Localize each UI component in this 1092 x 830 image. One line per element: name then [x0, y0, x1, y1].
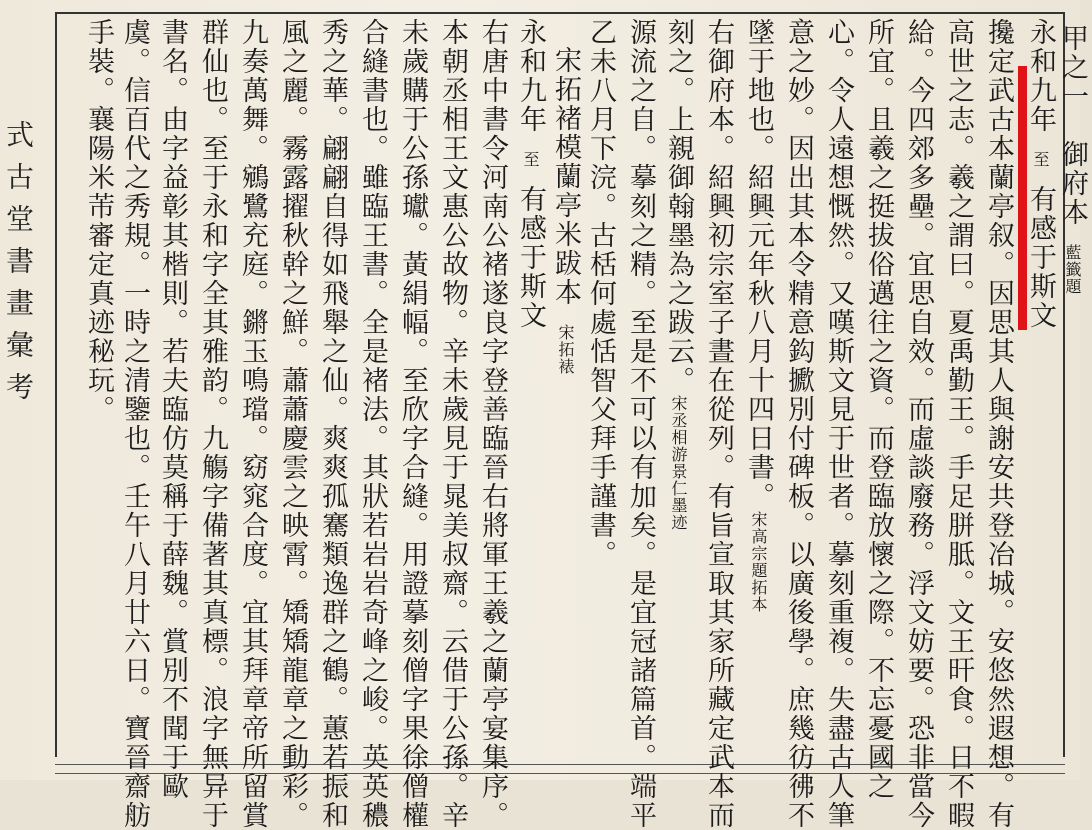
column-text: 合縫書也。雖臨王書。全是褚法。其狀若岩岩奇峰之峻。英英穠	[357, 18, 388, 830]
column-text: 永和九年	[1025, 18, 1056, 134]
column-text: 風之麗。霧露擢秋幹之鮮。蕭蕭慶雲之映霄。矯矯龍章之動彩。	[277, 18, 308, 830]
text-column	[312, 18, 352, 830]
text-column	[858, 18, 898, 801]
column-text: 所宜。且羲之挺拔俗邁往之資。而登臨放懷之際。不忘憂國之	[863, 18, 894, 801]
column-text: 心。令人遠想慨然。又嘆斯文見于世者。摹刻重複。失盡古人筆	[823, 18, 854, 830]
text-column	[1020, 18, 1060, 330]
column-text: 有感于斯文	[515, 185, 546, 330]
column-text: 刻之。上親御翰墨為之跋云。	[663, 18, 694, 395]
column-text: 乙未八月下浣。古栝何處恬智父拜手謹書。	[585, 18, 616, 569]
text-column	[78, 18, 118, 424]
text-column	[114, 18, 154, 830]
text-column	[580, 18, 620, 569]
text-column	[978, 18, 1018, 830]
text-column	[898, 18, 938, 830]
annotation-text: 至	[521, 134, 540, 185]
column-text: 墜于地也。紹興元年秋八月十四日書。	[743, 18, 774, 511]
column-text: 有感于斯文	[1025, 185, 1056, 330]
column-text: 甲之一	[1057, 24, 1088, 111]
text-column	[472, 18, 512, 830]
column-text: 意之妙。因出其本令精意鈎擨別付碑板。以廣後學。庶幾彷彿不	[783, 18, 814, 830]
column-text: 群仙也。至于永和字全其雅韵。九觴字備著其真標。浪字無异于	[197, 18, 228, 830]
column-text: 右唐中書令河南公褚遂良字登善臨晉右將軍王羲之蘭亭宴集序。	[477, 18, 508, 830]
column-text: 給。今四郊多壘。宜思自效。而虛談廢務。浮文妨要。恐非當今	[903, 18, 934, 830]
column-text: 虞。信百代之秀規。一時之清鑒也。壬午八月廿六日。寶晉齋舫	[119, 18, 150, 830]
text-column	[152, 18, 192, 801]
annotation-text: 藍籤題	[1063, 227, 1082, 295]
column-text: 永和九年	[515, 18, 546, 134]
column-text: 書名。由字益彰其楷則。若夫臨仿莫稱于薛魏。賞別不聞于歐	[157, 18, 188, 801]
text-column	[392, 18, 432, 830]
annotation-text: 至	[1031, 134, 1050, 185]
column-text: 本朝丞相王文惠公故物。辛未歲見于晁美叔齋。云借于公孫。辛	[437, 18, 468, 830]
column-text: 高世之志。羲之謂曰。夏禹勤王。手足胼胝。文王旰食。日不暇	[943, 18, 974, 830]
annotation-text: 宋高宗題拓本	[749, 511, 768, 613]
column-text: 未歲購于公孫瓛。黃絹幅。至欣字合縫。用證摹刻僧字果徐僧權	[397, 18, 428, 830]
text-column	[510, 18, 550, 330]
text-column	[352, 18, 392, 830]
annotation-text: 宋丞相游景仁墨迹	[669, 395, 688, 531]
text-column	[545, 46, 585, 375]
column-text: 宋拓褚模蘭亭米跋本	[550, 46, 581, 307]
column-text: 御府本	[1057, 111, 1088, 227]
text-column	[698, 18, 738, 830]
column-text: 九奏萬舞。鵷鷺充庭。鏘玉鳴璫。窈窕合度。宜其拜章帝所留賞	[237, 18, 268, 830]
text-column	[738, 18, 778, 613]
text-column	[778, 18, 818, 830]
text-column	[272, 18, 312, 830]
text-column	[818, 18, 858, 830]
text-column	[192, 18, 232, 830]
text-column	[232, 18, 272, 830]
column-text: 右御府本。紹興初宗室子晝在從列。有旨宣取其家所藏定武本而	[703, 18, 734, 830]
column-text: 源流之自。摹刻之精。至是不可以有加矣。是宜冠諸篇首。端平	[625, 18, 656, 830]
column-text: 攙定武古本蘭亭叙。因思其人與謝安共登冶城。安悠然遐想。有	[983, 18, 1014, 830]
text-column	[938, 18, 978, 830]
annotation-text: 宋拓裱	[556, 307, 575, 375]
text-column	[658, 18, 698, 531]
book-title: 式古堂書畫彙考	[2, 120, 35, 414]
text-column	[620, 18, 660, 830]
column-text: 手裝。襄陽米芾審定真迹秘玩。	[83, 18, 114, 424]
text-column	[432, 18, 472, 830]
column-text: 秀之華。翩翩自得如飛舉之仙。爽爽孤騫類逸群之鶴。蕙若振和	[317, 18, 348, 830]
